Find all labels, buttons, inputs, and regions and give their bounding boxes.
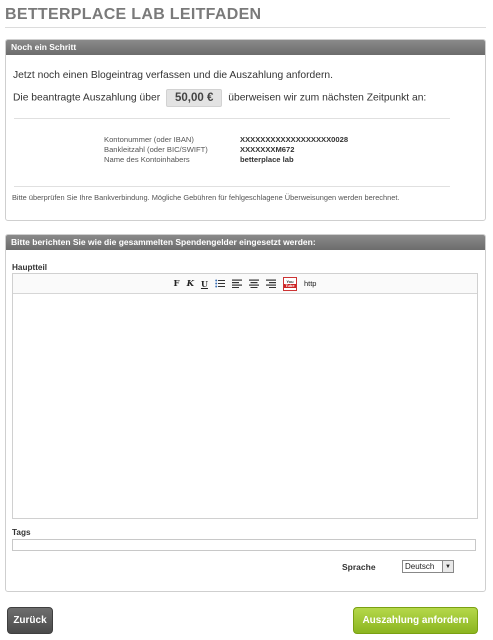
bank-details [104, 135, 348, 165]
tags-label: Tags [12, 528, 31, 537]
bank-value: betterplace lab [240, 155, 294, 164]
bank-label: Kontonummer (oder IBAN) [104, 135, 194, 144]
bank-value: XXXXXXXM672 [240, 145, 295, 154]
align-left-icon[interactable] [232, 279, 242, 288]
language-value: Deutsch [405, 562, 435, 571]
intro-text: Jetzt noch einen Blogeintrag verfassen und die Auszahlung anfordern. [13, 70, 333, 81]
body-label: Hauptteil [12, 263, 48, 272]
page-title: BETTERPLACE LAB LEITFADEN [5, 6, 262, 23]
youtube-icon-top: You [286, 278, 294, 284]
divider [14, 118, 450, 119]
italic-button[interactable]: K [186, 278, 194, 289]
amount-value: 50,00 € [166, 89, 222, 107]
payout-step-panel [5, 39, 486, 221]
rich-text-editor[interactable] [12, 273, 478, 519]
underline-button[interactable]: U [200, 278, 208, 289]
report-panel [5, 234, 486, 592]
back-button[interactable]: Zurück [7, 607, 53, 634]
tags-input[interactable] [12, 539, 476, 551]
bank-row-code [104, 145, 348, 155]
bank-value: XXXXXXXXXXXXXXXXXX0028 [240, 135, 349, 144]
language-label: Sprache [342, 562, 376, 572]
language-select[interactable] [402, 560, 454, 573]
bullet-list-icon[interactable] [215, 279, 225, 288]
bank-label: Bankleitzahl (oder BIC/SWIFT) [104, 145, 208, 154]
editor-toolbar [13, 274, 477, 294]
panel-header-step: Noch ein Schritt [6, 40, 485, 55]
amount-prefix: Die beantragte Auszahlung über [13, 92, 161, 104]
bank-row-account [104, 135, 348, 145]
bank-row-holder [104, 155, 348, 165]
link-button[interactable]: http [303, 279, 317, 288]
amount-suffix: überweisen wir zum nächsten Zeitpunkt an: [228, 92, 427, 104]
request-payout-button[interactable]: Auszahlung anfordern [353, 607, 478, 634]
bank-label: Name des Kontoinhabers [104, 155, 190, 164]
align-right-icon[interactable] [266, 279, 276, 288]
title-divider [5, 27, 486, 28]
chevron-down-icon[interactable]: ▼ [442, 561, 453, 572]
divider [14, 186, 450, 187]
bold-button[interactable]: F [173, 278, 180, 289]
editor-body[interactable] [13, 294, 477, 518]
bank-note: Bitte überprüfen Sie Ihre Bankverbindung. Mögliche Gebühren für fehlgeschlagene Überweisungen werden berechnet. [12, 193, 400, 202]
panel-header-report: Bitte berichten Sie wie die gesammelten Spendengelder eingesetzt werden: [6, 235, 485, 250]
youtube-icon[interactable] [283, 277, 297, 291]
amount-line [13, 89, 426, 107]
align-center-icon[interactable] [249, 279, 259, 288]
youtube-icon-bottom: Tube [285, 282, 295, 288]
